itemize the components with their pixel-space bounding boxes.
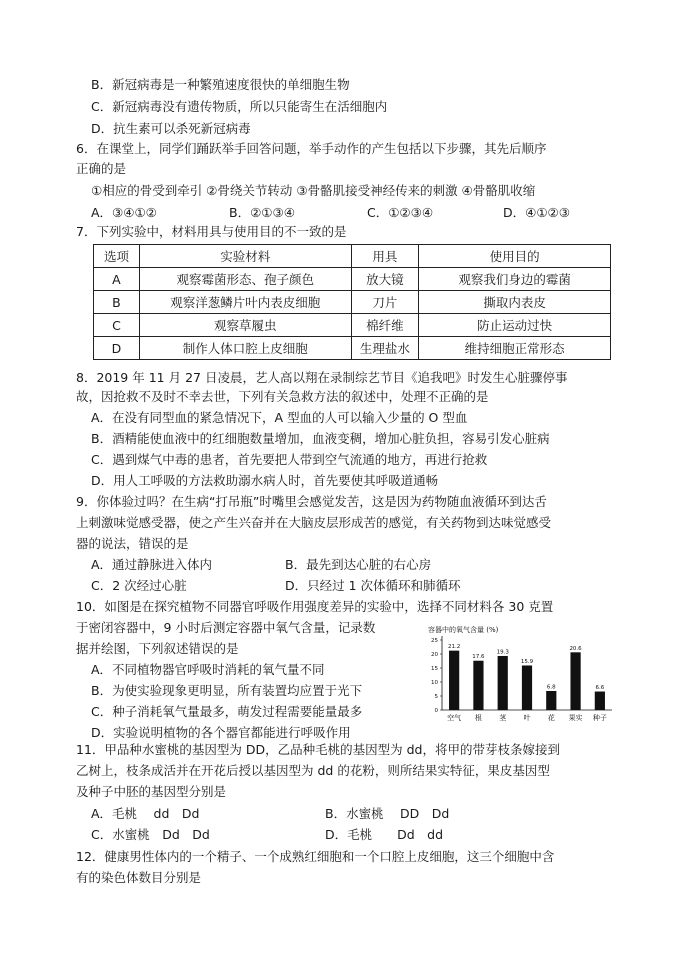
q6-stem-line2: 正确的是 [76,161,127,176]
table-header-cell: 用具 [351,245,419,268]
table-cell: 观察草履虫 [139,314,351,337]
x-category-label: 茎 [499,714,507,722]
q10-option-a: A．不同植物器官呼吸时消耗的氧气量不同 [91,662,325,677]
bar [449,651,459,710]
table-cell: 防止运动过快 [419,314,611,337]
table-cell: 放大镜 [351,268,419,291]
bar-value-label: 15.9 [520,658,534,665]
table-cell: 维持细胞正常形态 [419,337,611,360]
table-cell: 生理盐水 [351,337,419,360]
q6-steps: ①相应的骨受到牵引 ②骨绕关节转动 ③骨骼肌接受神经传来的刺激 ④骨骼肌收缩 [91,183,536,198]
table-header-cell: 选项 [94,245,140,268]
q10-stem-line3: 据并绘图，下列叙述错误的是 [76,641,239,656]
table-cell: 观察霉菌形态、孢子颜色 [139,268,351,291]
q9-stem-line3: 器的说法，错误的是 [76,536,189,551]
bar-value-label: 20.6 [569,645,582,652]
table-cell: C [94,314,140,337]
table-row [94,314,611,337]
q10-option-b: B．为使实验现象更明显，所有装置均应置于光下 [91,683,363,698]
q10-option-c: C．种子消耗氧气量最多，萌发过程需要能量最多 [91,704,363,719]
bar [595,692,605,710]
y-tick-label: 25 [431,638,438,644]
bar-value-label: 17.6 [472,654,485,661]
oxygen-bar-chart [422,622,617,732]
q7-stem: 7．下列实验中，材料用具与使用目的不一致的是 [76,224,347,239]
bar-value-label: 6.6 [595,685,605,692]
table-header-cell: 实验材料 [139,245,351,268]
q5-option-b: B．新冠病毒是一种繁殖速度很快的单细胞生物 [91,77,350,92]
q8-option-c: C．遇到煤气中毒的患者，首先要把人带到空气流通的地方，再进行抢救 [91,452,488,467]
bar [522,665,532,710]
table-header-row [94,245,611,268]
q6-option-d: D．④①②③ [503,205,570,220]
table-cell: 观察洋葱鳞片叶内表皮细胞 [139,291,351,314]
q8-option-d: D．用人工呼吸的方法救助溺水病人时，首先要使其呼吸道通畅 [91,473,439,488]
bar-value-label: 19.3 [496,649,509,656]
q11-option-c: C．水蜜桃 Dd Dd [91,827,210,842]
q9-option-d: D．只经过 1 次体循环和肺循环 [285,578,461,593]
q11-stem-line1: 11．甲品种水蜜桃的基因型为 DD，乙品种毛桃的基因型为 dd，将甲的带芽枝条嫁接到 [76,742,560,757]
x-category-label: 花 [547,714,555,722]
q5-option-d: D．抗生素可以杀死新冠病毒 [91,121,251,136]
table-cell: 观察我们身边的霉菌 [419,268,611,291]
table-row [94,337,611,360]
q8-option-b: B．酒精能使血液中的红细胞数量增加，血液变稠，增加心脏负担，容易引发心脏病 [91,431,550,446]
q11-stem-line2: 乙树上，枝条成活并在开花后授以基因型为 dd 的花粉，则所结果实特征，果皮基因型 [76,763,550,778]
x-category-label: 种子 [592,714,607,722]
bar [473,661,483,710]
q9-stem-line2: 上刺激味觉感受器，使之产生兴奋并在大脑皮层形成苦的感觉，有关药物到达味觉感受 [76,515,552,530]
table-cell: 棉纤维 [351,314,419,337]
table-row [94,291,611,314]
q12-stem-line2: 有的染色体数目分别是 [76,870,202,885]
y-tick-label: 20 [431,652,438,658]
q9-option-c: C．2 次经过心脏 [91,578,187,593]
q10-stem-line1: 10．如图是在探究植物不同器官呼吸作用强度差异的实验中，选择不同材料各 30 克置 [76,599,554,614]
table-cell: D [94,337,140,360]
x-category-label: 果实 [568,714,583,722]
q5-option-c: C．新冠病毒没有遗传物质，所以只能寄生在活细胞内 [91,99,388,114]
q10-stem-line2: 于密闭容器中，9 小时后测定容器中氧气含量，记录数 [76,620,376,635]
chart-plot-area [431,636,612,722]
q10-option-d: D．实验说明植物的各个器官都能进行呼吸作用 [91,725,351,740]
bar-value-label: 21.2 [448,644,461,651]
x-category-label: 空气 [447,714,462,722]
y-tick-label: 10 [431,680,438,686]
y-tick-label: 5 [434,694,438,700]
q8-option-a: A．在没有同型血的紧急情况下，A 型血的人可以输入少量的 O 型血 [91,410,468,425]
q8-stem-line1: 8．2019 年 11 月 27 日凌晨，艺人高以翔在录制综艺节目《追我吧》时发生心脏骤停事 [76,370,568,385]
q8-stem-line2: 故，因抢救不及时不幸去世，下列有关急救方法的叙述中，处理不正确的是 [76,389,489,404]
q9-option-a: A．通过静脉进入体内 [91,557,213,572]
bar [546,691,556,710]
q11-option-a: A．毛桃 dd Dd [91,806,200,821]
x-category-label: 叶 [523,714,531,722]
table-cell: A [94,268,140,291]
y-tick-label: 0 [434,708,438,714]
q11-option-d: D．毛桃 Dd dd [325,827,444,842]
q6-option-b: B．②①③④ [229,205,295,220]
bar-value-label: 6.8 [546,684,556,691]
chart-title: 容器中的氧气含量 (%) [428,626,499,634]
table-cell: B [94,291,140,314]
q9-option-b: B．最先到达心脏的右心房 [285,557,432,572]
q9-stem-line1: 9．你体验过吗？在生病“打吊瓶”时嘴里会感觉发苦，这是因为药物随血液循环到达舌 [76,494,547,509]
table-cell: 制作人体口腔上皮细胞 [139,337,351,360]
q6-stem-line1: 6．在课堂上，同学们踊跃举手回答问题，举手动作的产生包括以下步骤，其先后顺序 [76,141,547,156]
q11-stem-line3: 及种子中胚的基因型分别是 [76,784,227,799]
q6-option-a: A．③④①② [91,205,157,220]
table-row [94,268,611,291]
table-header-cell: 使用目的 [419,245,611,268]
q6-option-c: C．①②③④ [367,205,434,220]
bar [570,652,580,710]
x-category-label: 根 [474,714,482,722]
table-cell: 刀片 [351,291,419,314]
q11-option-b: B．水蜜桃 DD Dd [325,806,450,821]
y-tick-label: 15 [431,666,438,672]
q12-stem-line1: 12．健康男性体内的一个精子、一个成熟红细胞和一个口腔上皮细胞，这三个细胞中含 [76,849,555,864]
table-cell: 撕取内表皮 [419,291,611,314]
q7-table [93,244,611,360]
bar [498,656,508,710]
